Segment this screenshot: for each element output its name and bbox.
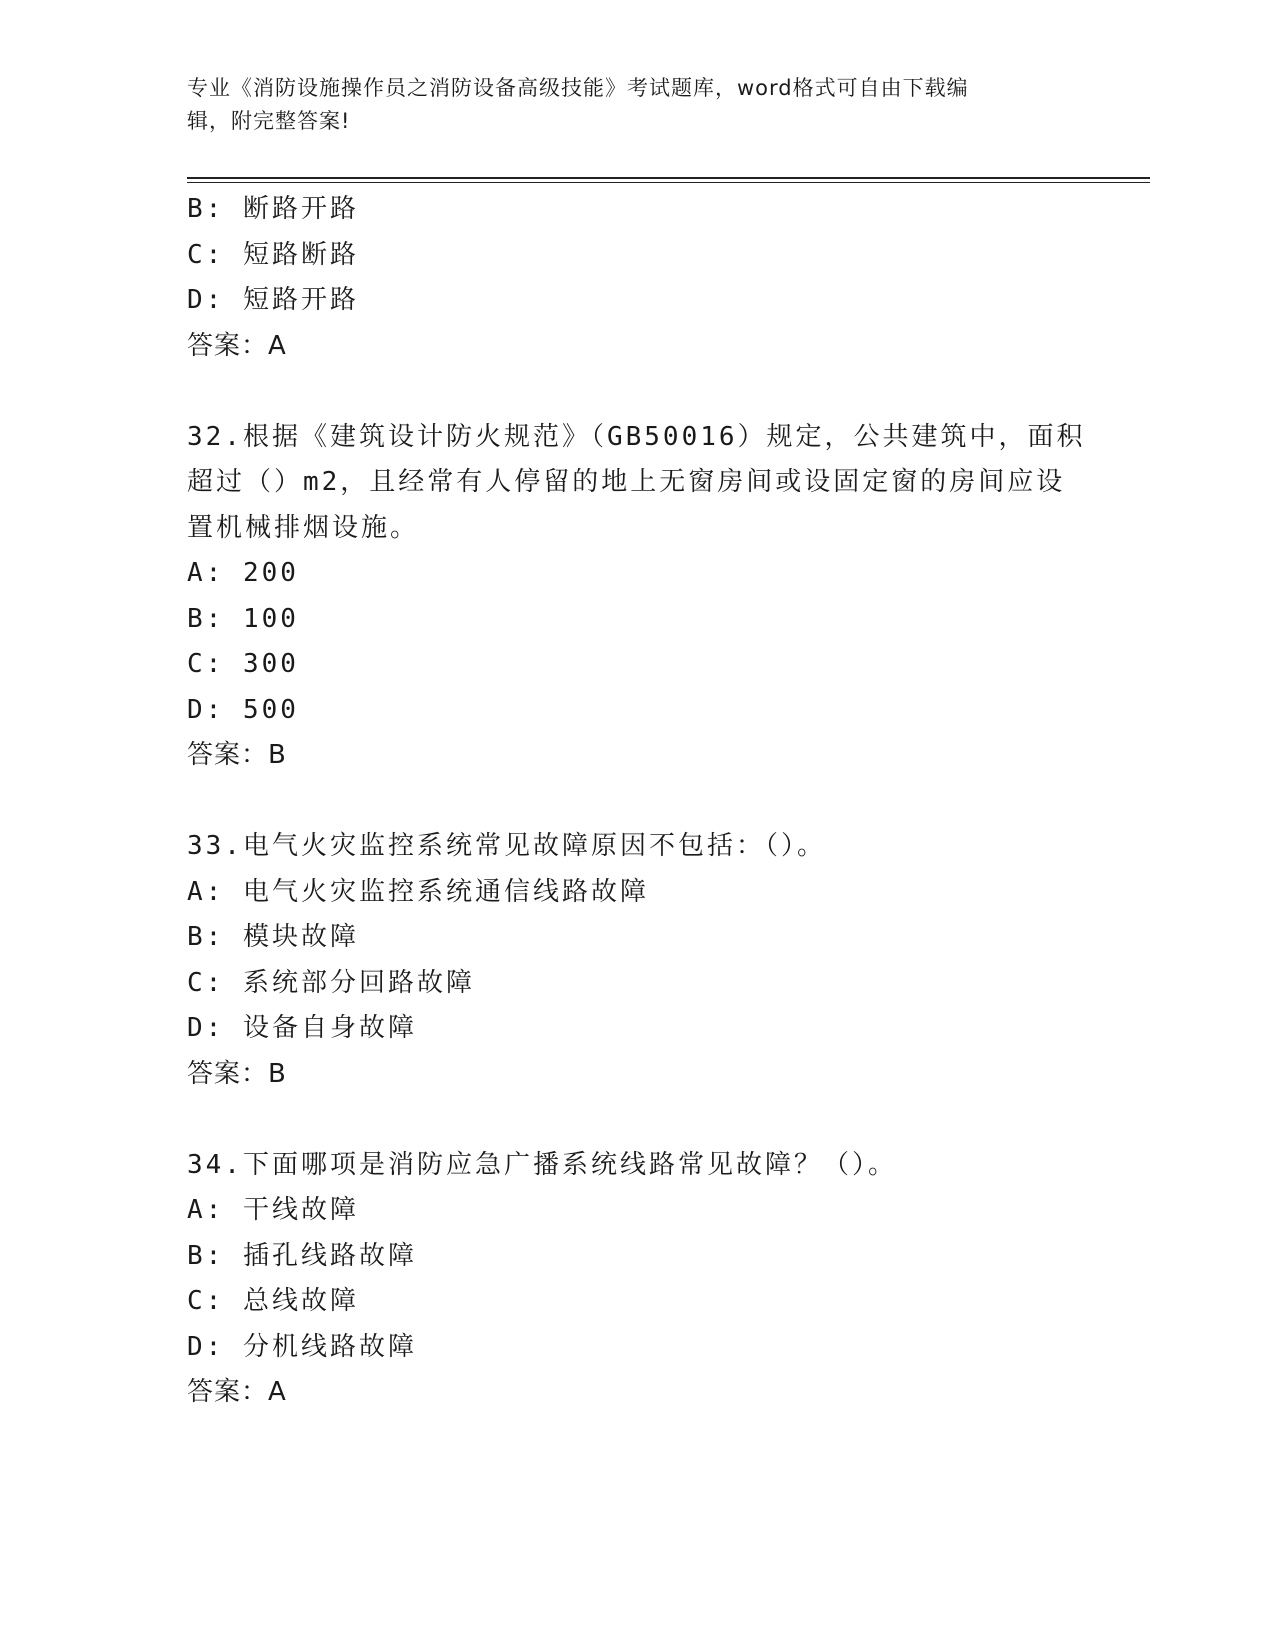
option-b: B: 断路开路 <box>187 194 359 224</box>
header-divider-thin <box>187 182 1150 183</box>
header-line-2: 辑，附完整答案! <box>187 109 351 133</box>
option-c: C: 系统部分回路故障 <box>187 967 475 998</box>
answer-label: 答案：B <box>187 1058 287 1089</box>
option-a: A: 电气火灾监控系统通信线路故障 <box>187 876 649 907</box>
option-d: D: 短路开路 <box>187 285 359 315</box>
question-32 <box>187 415 1087 779</box>
question-spacer <box>187 369 1087 415</box>
header-divider-thick <box>187 177 1150 179</box>
question-34 <box>187 1143 1087 1416</box>
option-d: D: 500 <box>187 694 299 725</box>
option-a: A: 200 <box>187 558 299 588</box>
option-c: C: 300 <box>187 649 299 679</box>
document-header <box>187 72 1087 138</box>
question-stem-line: 32.根据《建筑设计防火规范》（GB50016）规定，公共建筑中，面积 <box>187 421 1086 452</box>
question-stem-line: 置机械排烟设施。 <box>187 512 420 543</box>
option-b: B: 模块故障 <box>187 922 359 952</box>
option-b: B: 插孔线路故障 <box>187 1240 417 1271</box>
question-spacer <box>187 779 1087 825</box>
answer-label: 答案：A <box>187 330 287 361</box>
question-list <box>187 187 1087 1416</box>
option-d: D: 分机线路故障 <box>187 1331 417 1362</box>
answer-label: 答案：B <box>187 740 287 770</box>
option-c: C: 短路断路 <box>187 239 359 270</box>
option-a: A: 干线故障 <box>187 1195 359 1225</box>
option-c: C: 总线故障 <box>187 1286 359 1316</box>
question-31-tail <box>187 187 1087 369</box>
question-stem-line: 34.下面哪项是消防应急广播系统线路常见故障？（）。 <box>187 1149 897 1180</box>
option-d: D: 设备自身故障 <box>187 1013 417 1043</box>
answer-label: 答案：A <box>187 1377 287 1407</box>
question-33 <box>187 824 1087 1097</box>
question-stem-line: 33.电气火灾监控系统常见故障原因不包括：（）。 <box>187 831 826 861</box>
question-spacer <box>187 1097 1087 1143</box>
header-line-1: 专业《消防设施操作员之消防设备高级技能》考试题库，word格式可自由下载编 <box>187 76 969 100</box>
question-stem-line: 超过（）m2，且经常有人停留的地上无窗房间或设固定窗的房间应设 <box>187 467 1066 497</box>
option-b: B: 100 <box>187 603 299 634</box>
